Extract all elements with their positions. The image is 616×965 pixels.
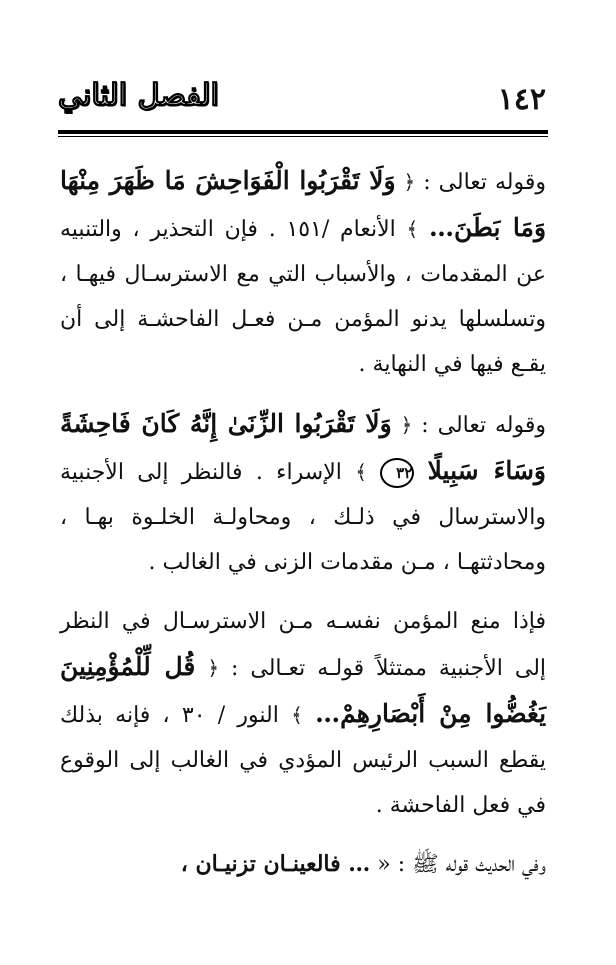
page-body <box>60 158 546 901</box>
page-number: ١٤٢ <box>497 82 546 117</box>
verse-reference-3: النور / ٣٠ ، <box>150 703 279 728</box>
ayah-number-marker: ٣٢ <box>380 458 414 488</box>
ornate-bracket-close-icon: ﴾ <box>291 703 303 727</box>
quran-verse-3: قُل لِّلْمُؤْمِنِينَ يَغُضُّوا مِنْ أَبْصَارِهِمْ… <box>60 652 547 728</box>
paragraph-4-intro: وفي الحديث قوله ﷺ : « <box>370 852 546 877</box>
hadith-quote: … فالعينـان تزنيـان ، <box>180 851 371 877</box>
ornate-bracket-open-icon: ﴿ <box>400 413 413 437</box>
paragraph-3-text: فإنه بذلك يقطع السبب الرئيس المؤدي في الغالب إلى الوقوع في فعل الفاحشة . <box>60 703 546 818</box>
paragraph-3-intro: فإذا منع المؤمن نفسـه مـن الاسترسـال في النظر إلى الأجنبية ممتثلاً قولـه تعـالى : <box>60 609 547 681</box>
paragraph-1 <box>60 158 546 387</box>
paragraph-3 <box>60 599 546 828</box>
paragraph-2-text: الإسراء . فالنظر إلى الأجنبية والاسترسال في ذلـك ، ومحاولـة الخلـوة بهـا ، ومحادثتهـا ، مـن مقدمات الزنى في الغالب . <box>60 460 546 575</box>
header-rule-thick <box>58 130 548 134</box>
paragraph-4 <box>60 842 546 887</box>
verse-reference-1: الأنعام /١٥١ . <box>257 217 396 242</box>
ornate-bracket-open-icon: ﴿ <box>207 656 220 680</box>
ornate-bracket-open-icon: ﴿ <box>403 170 416 194</box>
paragraph-2 <box>60 401 546 585</box>
quran-verse-2: وَلَا تَقْرَبُوا الزِّنَىٰ إِنَّهُ كَانَ فَاحِشَةً وَسَاءَ سَبِيلًا <box>60 409 547 485</box>
ornate-bracket-close-icon: ﴾ <box>406 217 419 241</box>
paragraph-2-intro: وقوله تعالى : <box>412 413 547 438</box>
header-rule-thin <box>58 136 548 137</box>
chapter-title: الفصل الثاني <box>58 78 219 113</box>
paragraph-1-intro: وقوله تعالى : <box>415 170 547 195</box>
paragraph-1-text: فإن التحذير ، والتنبيه عن المقدمات ، والأسباب التي مع الاسترسـال فيهـا ، وتسلسلها يدنو المؤمن مـن فعـل الفاحشـة إلى أن يقـع فيها في النهاية . <box>60 217 546 377</box>
page-header <box>58 78 546 128</box>
quran-verse-1: وَلَا تَقْرَبُوا الْفَوَاحِشَ مَا ظَهَرَ مِنْهَا وَمَا بَطَنَ… <box>60 166 547 242</box>
ornate-bracket-close-icon: ﴾ <box>355 460 367 484</box>
